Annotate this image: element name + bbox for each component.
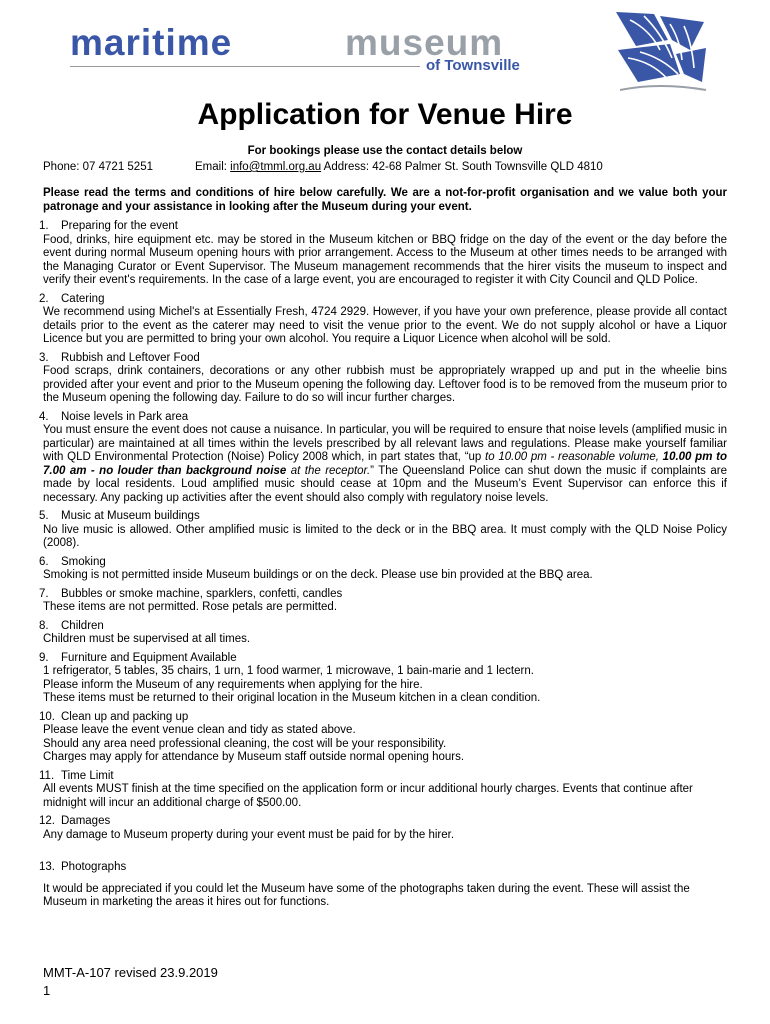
section-text: Please leave the event venue clean and tidy as stated above.: [43, 724, 356, 736]
section-text: It would be appreciated if you could let the Museum have some of the photographs taken during the event. These will assist the Museum in marketing the areas it hires out for functions.: [43, 882, 690, 908]
section-text: We recommend using Michel's at Essentially Fresh, 4724 2929. However, if you have your own preference, please provide all contact details prior to the event as the caterer may need to visit the venue prior to the event. We do not supply alcohol or have a Liquor Licence but you are permitted to bring your own alcohol. You require a Liquor Licence when alcohol will be sold.: [43, 306, 727, 345]
section-heading: 5. Music at Museum buildings: [39, 510, 200, 522]
logo-subtitle: of Townsville: [426, 57, 520, 74]
section-text: These items must be returned to their original location in the Museum kitchen in a clean condition.: [43, 692, 541, 704]
logo-word-maritime: maritime: [70, 22, 233, 63]
section-text: 1 refrigerator, 5 tables, 35 chairs, 1 urn, 1 food warmer, 1 microwave, 1 bain-marie and 1 lectern.: [43, 665, 534, 677]
section-heading: 3. Rubbish and Leftover Food: [39, 351, 200, 364]
section-damages: [39, 815, 727, 842]
logo-rule: [70, 66, 420, 67]
section-text: Please inform the Museum of any requirements when applying for the hire.: [43, 678, 423, 691]
section-text: These items are not permitted. Rose petals are permitted.: [43, 601, 338, 613]
section-music: [39, 510, 727, 551]
section-heading: 13. Photographs: [39, 861, 127, 873]
page-title: Application for Venue Hire: [197, 98, 573, 131]
page-footer: [43, 964, 218, 1000]
section-heading: 11. Time Limit: [39, 769, 114, 782]
section-heading: 9. Furniture and Equipment Available: [39, 651, 237, 664]
revision-code: MMT-A-107 revised 23.9.2019: [43, 965, 218, 980]
section-text: All events MUST finish at the time specified on the application form or incur additional hourly charges. Events that continue after midnight will incur an additional charge of $500.00.: [43, 783, 693, 809]
section-text: Should any area need professional cleaning, the cost will be your responsibility.: [43, 737, 447, 750]
spacer: [43, 847, 727, 861]
bookings-note: For bookings please use the contact details below: [247, 145, 523, 157]
section-heading: 12. Damages: [39, 815, 111, 827]
spacer: [43, 875, 727, 883]
section-text: Food scraps, drink containers, decorations or any other rubbish must be appropriately wrapped up and put in the wheelie bins provided after your event and prior to the Museum opening the following day. Leftover food is to be removed from the museum prior to the Museum opening the following day. Failure to do so will incur further charges.: [43, 365, 727, 404]
section-bubbles: [39, 587, 727, 615]
section-heading: 1. Preparing for the event: [39, 220, 178, 232]
section-children: [39, 619, 727, 647]
contact-line: [43, 161, 733, 173]
section-smoking: [39, 555, 727, 583]
section-time-limit: [39, 769, 727, 811]
section-heading: 2. Catering: [39, 292, 105, 305]
section-catering: [39, 292, 727, 347]
section-text: Children must be supervised at all times.: [43, 633, 251, 645]
sails-logo-icon: [610, 10, 710, 96]
section-noise: [39, 410, 727, 506]
section-rubbish: [39, 351, 727, 406]
section-text: Food, drinks, hire equipment etc. may be stored in the Museum kitchen or BBQ fridge on the day of the event or the day before the event during normal Museum opening hours with prior arrangement. Access to the Museum at other times needs to be arranged with the Managing Curator or Event Supervisor. The Museum management recommends that the hirer visits the museum to inspect and verify their event's requirements. In the case of a large event, you are encouraged to register it with City Council and QLD Police.: [43, 233, 727, 286]
phone-number: Phone: 07 4721 5251: [43, 161, 153, 173]
section-text: No live music is allowed. Other amplified music is limited to the deck or in the BBQ area. It must comply with the QLD Noise Policy (2008).: [43, 523, 727, 549]
email-label: Email:: [195, 161, 231, 173]
section-text: You must ensure the event does not cause a nuisance. In particular, you will be required to ensure that noise levels (amplified music in particular) are maintained at all times within the levels prescribed by all relevant laws and regulations. Please make yourself familiar with QLD Environmental Protection (Noise) Policy 2008 which, in part states that, “up to 10.00 pm - reasonable volume, 10.00 pm to 7.00 am - no louder than background noise at the receptor.” The Queensland Police can shut down the music if complaints are made by local residents. Loud amplified music should cease at 10pm and the Museum’s Event Supervisor can enforce this if necessary. Any packing up activities after the event should also comply with regulatory noise levels.: [43, 424, 727, 504]
section-heading: 7. Bubbles or smoke machine, sparklers, confetti, candles: [39, 587, 343, 600]
section-heading: 4. Noise levels in Park area: [39, 410, 189, 423]
section-heading: 8. Children: [39, 619, 104, 632]
section-heading: 6. Smoking: [39, 555, 106, 568]
section-text: Smoking is not permitted inside Museum buildings or on the deck. Please use bin provided at the BBQ area.: [43, 569, 593, 581]
terms-body: [39, 187, 727, 915]
section-photographs: [39, 861, 727, 910]
museum-logo: [70, 22, 590, 78]
page-number: 1: [43, 983, 51, 998]
section-text: Any damage to Museum property during your event must be paid for by the hirer.: [43, 828, 455, 841]
logo-word-museum: museum: [345, 22, 504, 63]
section-cleanup: [39, 710, 727, 765]
section-heading: 10. Clean up and packing up: [39, 710, 189, 723]
intro-text: Please read the terms and conditions of hire below carefully. We are a not-for-profit organisation and we value both your patronage and your assistance in looking after the Museum during your event.: [43, 187, 727, 213]
address: Address: 42-68 Palmer St. South Townsville QLD 4810: [321, 161, 603, 173]
email-link[interactable]: info@tmml.org.au: [230, 161, 322, 173]
section-preparing: [39, 220, 727, 288]
section-furniture: [39, 651, 727, 706]
section-text: Charges may apply for attendance by Museum staff outside normal opening hours.: [43, 751, 465, 763]
